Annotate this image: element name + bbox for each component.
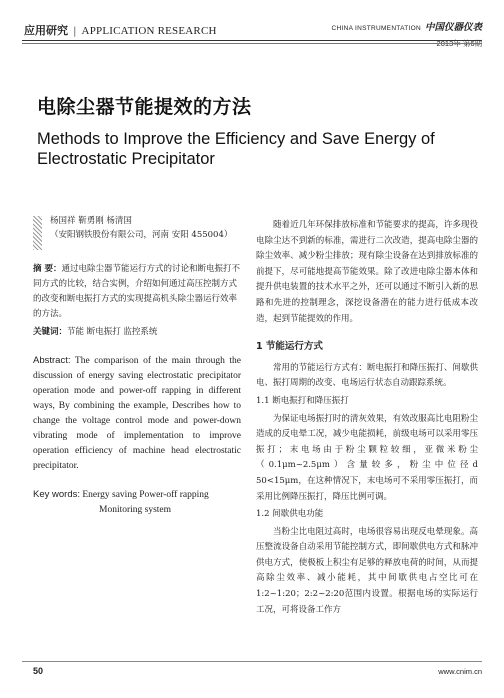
author-names: 杨国祥 靳勇刚 杨清国 [50, 216, 132, 226]
body-column-right [256, 218, 478, 618]
keywords-en-line2: Monitoring system [99, 505, 172, 515]
author-marker [33, 216, 42, 250]
abstract-en-text: The comparison of the main through the discussion of energy saving electrostatic precipitator operation mode and power-off rapping in different ways, By combining the example, Describes how to change the voltage control mode and power-down vibrating mode of implementation to improve operation efficiency of machine head electrostatic precipitator. [33, 356, 241, 471]
header-category: 应用研究 | APPLICATION RESEARCH [24, 24, 217, 37]
body-paragraph-intermittent: 当粉尘比电阻过高时，电场很容易出现反电晕现象。高压整流设备自动采用节能控制方式，即间歇供电方式和脉冲供电方式，使极板上积尘有足够的释放电荷的时间，从而提高除尘效率、减小能耗，其中间歇供电占空比可在1:2~1:20；2:2~2:20范围内设置。根据电场的实际运行工况，可将设备工作方 [256, 526, 478, 615]
keywords-cn [33, 325, 157, 337]
abstract-cn-label: 摘 要： [33, 264, 62, 274]
magazine-cn: 中国仪器仪表 [424, 22, 482, 33]
keywords-en-line1: Energy saving Power-off rapping [82, 490, 209, 500]
footer-rule [22, 661, 482, 662]
body-paragraph-methods: 常用的节能运行方式有：断电振打和降压振打、间歇供电、振打周期的改变、电场运行状态自动跟踪系统。 [256, 362, 478, 389]
header-rule-thin [22, 43, 482, 44]
keywords-en-label: Key words: [33, 489, 80, 500]
magazine-en: CHINA INSTRUMENTATION [331, 25, 421, 32]
issue-number: 2013年 第6期 [436, 39, 482, 48]
keywords-cn-label: 关键词： [33, 327, 68, 337]
page-number: 50 [33, 666, 44, 676]
abstract-en [33, 353, 241, 474]
article-title-en: Methods to Improve the Efficiency and Save Energy of Electrostatic Precipitator [37, 130, 435, 168]
keywords-en [33, 487, 241, 518]
abstract-cn-text: 通过电除尘器节能运行方式的讨论和断电振打不同方式的比较，结合实例，介绍如何通过高压控制方式的改变和断电振打方式的实现提高机头除尘器运行效率的方法。 [33, 264, 240, 319]
footer-url: www.cnim.cn [438, 667, 482, 676]
author-affiliation: （安阳钢铁股份有限公司，河南 安阳 455004） [50, 230, 233, 240]
header-rule [22, 40, 482, 41]
category-en-label: APPLICATION RESEARCH [81, 25, 217, 37]
abstract-cn [33, 262, 245, 322]
author-block [50, 214, 232, 242]
body-paragraph-rapping: 为保证电场振打时的清灰效果，有效改服高比电阻粉尘造成的反电晕工况，减少电能损耗，前级电场可以采用零压振打；末电场由于粉尘颗粒较细，亚微米粉尘（0.1μm~2.5μm）含量较多，粉尘中位径d 50<15μm，在这种情况下，末电场可不采用零压振打，而采用比例降压振打，降压比例可调。 [256, 413, 478, 502]
subsection-heading-1-2: 1.2 间歇供电功能 [256, 509, 324, 520]
category-label: 应用研究 [24, 24, 68, 37]
abstract-en-label: Abstract: [33, 355, 71, 366]
keywords-cn-text: 节能 断电振打 监控系统 [67, 327, 158, 337]
body-paragraph-intro: 随着近几年环保排放标准和节能要求的提高，许多现役电除尘达不到新的标准，需进行二次改造，提高电除尘器的除尘效率、减少粉尘排放；现有除尘设备在达到排放标准的前提下，尽可能地提高节能效果。除了改进电除尘器本体和提升供电装置的技术水平之外，还可以通过不断引入新的思路和先进的控制理念，深挖设备潜在的能力进行低成本改造，起到节能提效的作用。 [256, 220, 478, 324]
article-title-cn: 电除尘器节能提效的方法 [37, 96, 252, 118]
section-heading-1: 1 节能运行方式 [256, 341, 323, 353]
subsection-heading-1-1: 1.1 断电振打和降压振打 [256, 395, 349, 406]
